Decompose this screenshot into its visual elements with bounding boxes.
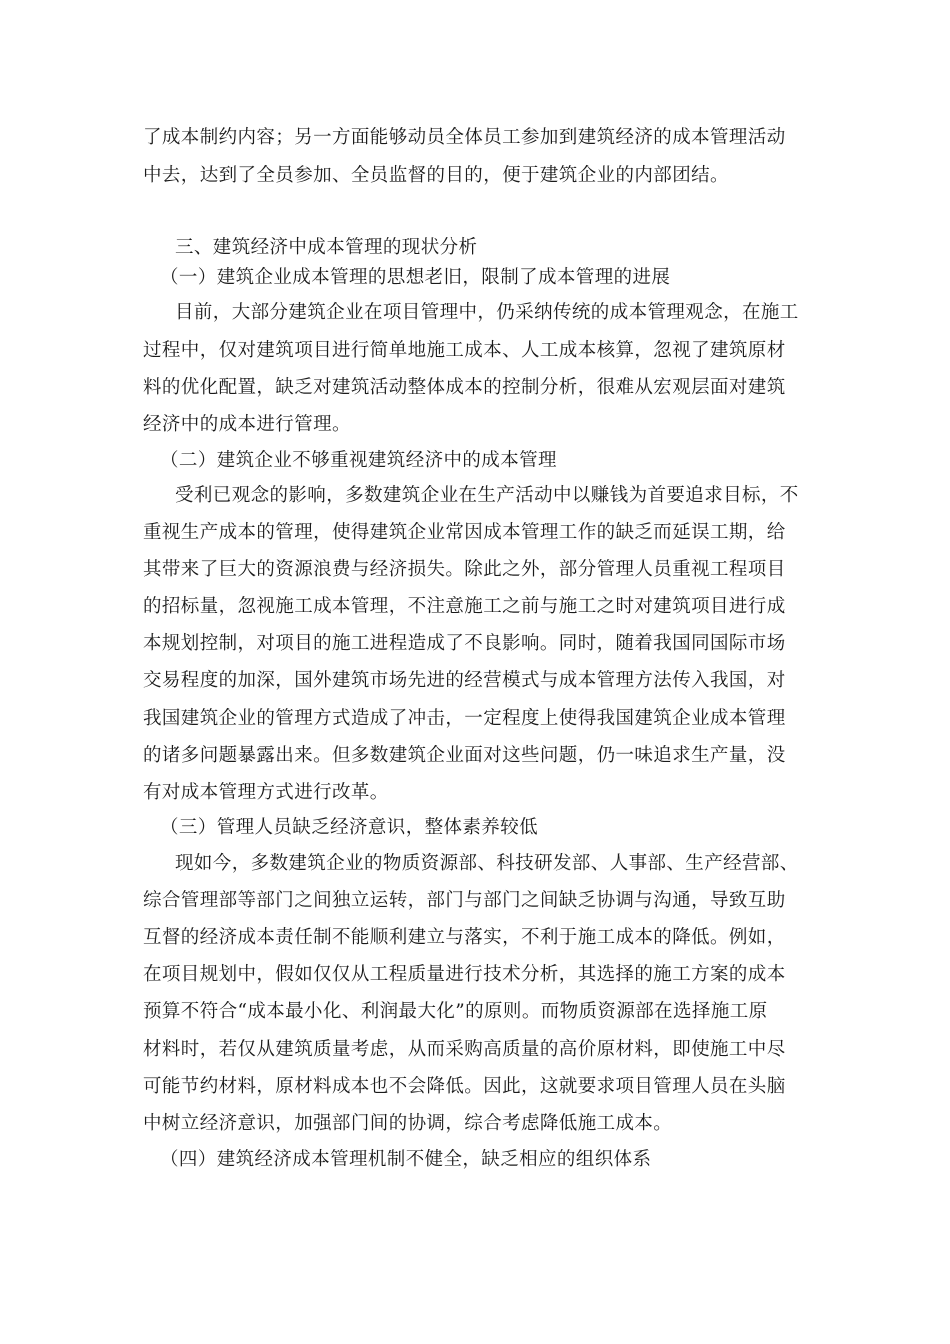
subsection-heading: （二）建筑企业不够重视建筑经济中的成本管理 bbox=[160, 450, 557, 471]
paragraph-line: 料的优化配置，缺乏对建筑活动整体成本的控制分析，很难从宏观层面对建筑 bbox=[143, 377, 786, 398]
section-heading: 三、建筑经济中成本管理的现状分析 bbox=[175, 237, 478, 258]
paragraph-line: 材料时，若仅从建筑质量考虑，从而采购高质量的高价原材料，即使施工中尽 bbox=[143, 1039, 786, 1060]
paragraph-line: 在项目规划中，假如仅仅从工程质量进行技术分析，其选择的施工方案的成本 bbox=[143, 964, 786, 985]
paragraph-line: 可能节约材料，原材料成本也不会降低。因此，这就要求项目管理人员在头脑 bbox=[143, 1076, 786, 1097]
paragraph-line: 中树立经济意识，加强部门间的协调，综合考虑降低施工成本。 bbox=[143, 1113, 673, 1134]
paragraph-line: 受利已观念的影响，多数建筑企业在生产活动中以赚钱为首要追求目标，不 bbox=[175, 485, 799, 506]
paragraph-line: 的招标量，忽视施工成本管理，不注意施工之前与施工之时对建筑项目进行成 bbox=[143, 596, 786, 617]
paragraph-line: 经济中的成本进行管理。 bbox=[143, 414, 351, 435]
paragraph-line: 互督的经济成本责任制不能顺利建立与落实，不利于施工成本的降低。例如， bbox=[143, 927, 786, 948]
paragraph-line: 我国建筑企业的管理方式造成了冲击，一定程度上使得我国建筑企业成本管理 bbox=[143, 708, 786, 729]
paragraph-line: 有对成本管理方式进行改革。 bbox=[143, 782, 389, 803]
paragraph-line: 中去，达到了全员参加、全员监督的目的，便于建筑企业的内部团结。 bbox=[143, 165, 729, 186]
paragraph-line: 预算不符合“成本最小化、利润最大化”的原则。而物质资源部在选择施工原 bbox=[143, 1001, 768, 1022]
paragraph-line: 现如今，多数建筑企业的物质资源部、科技研发部、人事部、生产经营部、 bbox=[175, 853, 799, 874]
paragraph-line: 综合管理部等部门之间独立运转，部门与部门之间缺乏协调与沟通，导致互助 bbox=[143, 890, 786, 911]
paragraph-line: 本规划控制，对项目的施工进程造成了不良影响。同时，随着我国同国际市场 bbox=[143, 633, 786, 654]
subsection-heading: （一）建筑企业成本管理的思想老旧，限制了成本管理的进展 bbox=[160, 267, 671, 288]
paragraph-line: 重视生产成本的管理，使得建筑企业常因成本管理工作的缺乏而延误工期，给 bbox=[143, 522, 786, 543]
paragraph-line: 过程中，仅对建筑项目进行简单地施工成本、人工成本核算，忽视了建筑原材 bbox=[143, 340, 786, 361]
paragraph-line: 目前，大部分建筑企业在项目管理中，仍采纳传统的成本管理观念，在施工 bbox=[175, 302, 799, 323]
paragraph-line: 其带来了巨大的资源浪费与经济损失。除此之外，部分管理人员重视工程项目 bbox=[143, 559, 786, 580]
paragraph-line: 了成本制约内容；另一方面能够动员全体员工参加到建筑经济的成本管理活动 bbox=[143, 127, 786, 148]
paragraph-line: 交易程度的加深，国外建筑市场先进的经营模式与成本管理方法传入我国，对 bbox=[143, 670, 786, 691]
subsection-heading: （四）建筑经济成本管理机制不健全，缺乏相应的组织体系 bbox=[160, 1149, 652, 1170]
paragraph-line: 的诸多问题暴露出来。但多数建筑企业面对这些问题，仍一味追求生产量，没 bbox=[143, 745, 786, 766]
subsection-heading: （三）管理人员缺乏经济意识，整体素养较低 bbox=[160, 817, 539, 838]
